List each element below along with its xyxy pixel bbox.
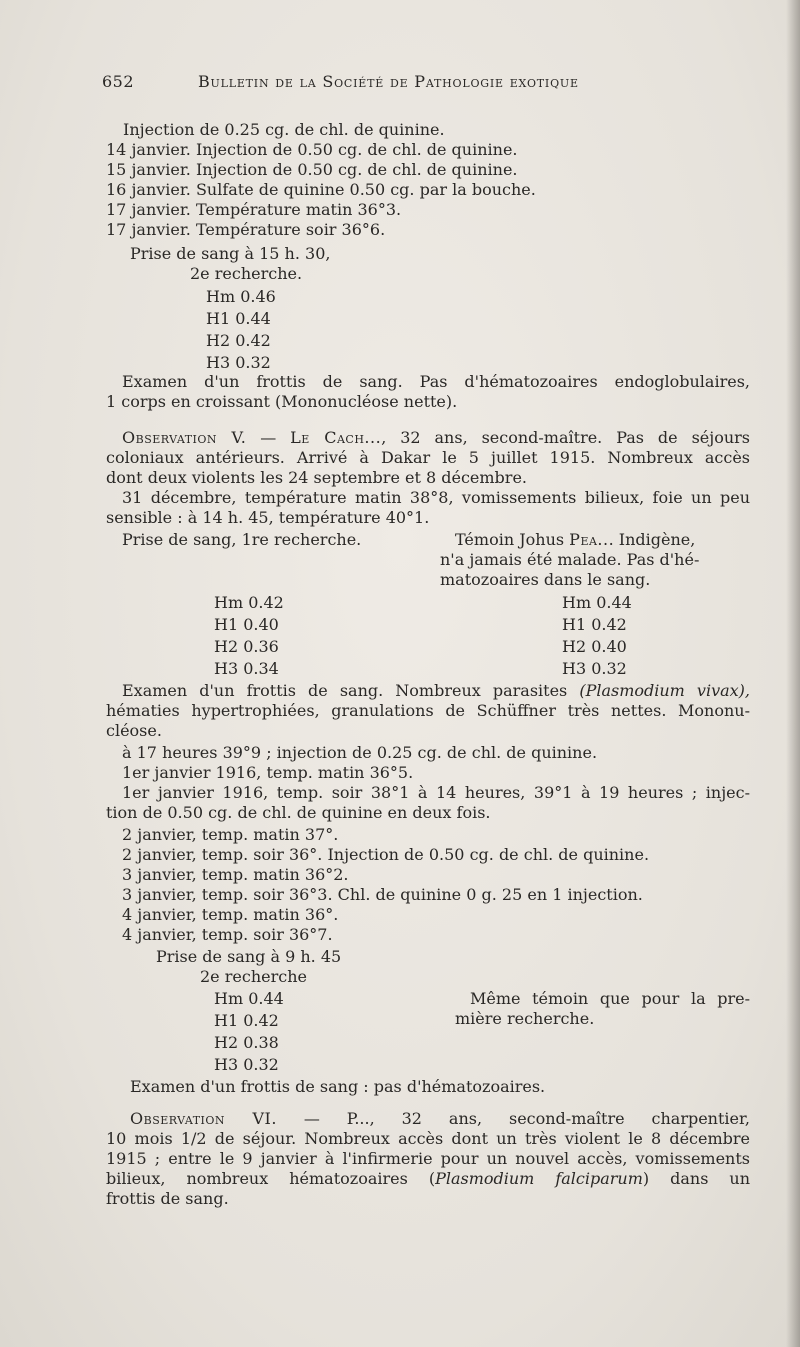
- observation-heading: [130, 1109, 750, 1129]
- text-line: frottis de sang.: [106, 1189, 229, 1208]
- patient-name: Le Cach...: [290, 428, 382, 447]
- text-line: cléose.: [106, 721, 162, 740]
- blood-value: Hm 0.44: [214, 989, 284, 1008]
- text-line: 17 janvier. Température soir 36°6.: [106, 220, 386, 239]
- blood-value: H2 0.36: [214, 637, 279, 656]
- text-line: hématies hypertrophiées, granulations de Schüffner très nettes. Mononu-: [106, 701, 750, 720]
- blood-value: Hm 0.42: [214, 593, 284, 612]
- text-line: 3 janvier, temp. matin 36°2.: [122, 865, 349, 884]
- blood-value: H1 0.44: [206, 309, 271, 328]
- text-line: Examen d'un frottis de sang. Pas d'hématozoaires endoglobulaires,: [122, 372, 750, 391]
- page-header: [102, 72, 662, 96]
- text-line: 1er janvier 1916, temp. soir 38°1 à 14 heures, 39°1 à 19 heures ; injec-: [122, 783, 750, 802]
- control-blood-value: H1 0.42: [562, 615, 627, 634]
- text-line: [122, 681, 750, 701]
- text-line: [106, 1169, 750, 1189]
- text-line: tion de 0.50 cg. de chl. de quinine en deux fois.: [106, 803, 491, 822]
- blood-value: H1 0.40: [214, 615, 279, 634]
- text-line: 16 janvier. Sulfate de quinine 0.50 cg. par la bouche.: [106, 180, 536, 199]
- text-line: 17 janvier. Température matin 36°3.: [106, 200, 402, 219]
- page-number: 652: [102, 72, 135, 91]
- parasite-name: (Plasmodium vivax),: [579, 681, 751, 700]
- blood-value: Hm 0.46: [206, 287, 276, 306]
- text-line: 1915 ; entre le 9 janvier à l'infirmerie pour un nouvel accès, vomissements: [106, 1149, 750, 1168]
- text-line: 14 janvier. Injection de 0.50 cg. de chl. de quinine.: [106, 140, 518, 159]
- text-line: 4 janvier, temp. soir 36°7.: [122, 925, 333, 944]
- control-name: Pea..: [569, 530, 609, 549]
- blood-value: H3 0.32: [206, 353, 271, 372]
- text-line: 2e recherche.: [190, 264, 303, 283]
- blood-value: H2 0.38: [214, 1033, 279, 1052]
- parasite-name: Plasmodium falciparum: [435, 1169, 643, 1188]
- blood-value: H2 0.42: [206, 331, 271, 350]
- text-line: 31 décembre, température matin 38°8, vomissements bilieux, foie un peu: [122, 488, 750, 507]
- blood-value: H1 0.42: [214, 1011, 279, 1030]
- text-line: 1 corps en croissant (Mononucléose nette).: [106, 392, 458, 411]
- text-span: ) dans un: [642, 1169, 751, 1188]
- text-line: 15 janvier. Injection de 0.50 cg. de chl. de quinine.: [106, 160, 518, 179]
- text-line: 2 janvier, temp. matin 37°.: [122, 825, 339, 844]
- text-line: Prise de sang à 15 h. 30,: [130, 244, 331, 263]
- text-line: 10 mois 1/2 de séjour. Nombreux accès dont un très violent le 8 décembre: [106, 1129, 750, 1148]
- control-note: matozoaires dans le sang.: [440, 570, 651, 589]
- text-line: 1er janvier 1916, temp. matin 36°5.: [122, 763, 414, 782]
- text-line: à 17 heures 39°9 ; injection de 0.25 cg. de chl. de quinine.: [122, 743, 598, 762]
- text-line: sensible : à 14 h. 45, température 40°1.: [106, 508, 430, 527]
- blood-value: H3 0.32: [214, 1055, 279, 1074]
- text-span: Examen d'un frottis de sang. Nombreux parasites: [122, 681, 580, 700]
- observation-label: Observation VI.: [130, 1109, 277, 1128]
- control-note: [455, 530, 695, 550]
- text-line: Injection de 0.25 cg. de chl. de quinine.: [123, 120, 445, 139]
- text-line: 2e recherche: [200, 967, 307, 986]
- observation-heading: [122, 428, 750, 448]
- text-span: Témoin Johus: [455, 530, 570, 549]
- text-line: Prise de sang, 1re recherche.: [122, 530, 362, 549]
- dash: —: [246, 428, 291, 447]
- text-span: , 32 ans, second-maître. Pas de séjours: [381, 428, 750, 447]
- text-span: . Indigène,: [608, 530, 696, 549]
- blood-value: H3 0.34: [214, 659, 279, 678]
- text-line: 4 janvier, temp. matin 36°.: [122, 905, 339, 924]
- control-note: n'a jamais été malade. Pas d'hé-: [440, 550, 700, 569]
- text-line: 2 janvier, temp. soir 36°. Injection de 0.50 cg. de chl. de quinine.: [122, 845, 650, 864]
- control-note: Même témoin que pour la pre-: [470, 989, 750, 1008]
- control-blood-value: H3 0.32: [562, 659, 627, 678]
- control-blood-value: H2 0.40: [562, 637, 627, 656]
- observation-label: Observation V.: [122, 428, 247, 447]
- text-line: Prise de sang à 9 h. 45: [156, 947, 342, 966]
- control-note: mière recherche.: [455, 1009, 595, 1028]
- text-line: 3 janvier, temp. soir 36°3. Chl. de quinine 0 g. 25 en 1 injection.: [122, 885, 643, 904]
- control-blood-value: Hm 0.44: [562, 593, 632, 612]
- page-edge-shadow: [786, 0, 800, 1347]
- text-line: coloniaux antérieurs. Arrivé à Dakar le 5 juillet 1915. Nombreux accès: [106, 448, 750, 467]
- running-title: Bulletin de la Société de Pathologie exotique: [198, 72, 579, 91]
- text-span: — P..., 32 ans, second-maître charpentier,: [276, 1109, 750, 1128]
- text-span: bilieux, nombreux hématozoaires (: [106, 1169, 436, 1188]
- text-line: dont deux violents les 24 septembre et 8 décembre.: [106, 468, 527, 487]
- text-line: Examen d'un frottis de sang : pas d'hématozoaires.: [130, 1077, 546, 1096]
